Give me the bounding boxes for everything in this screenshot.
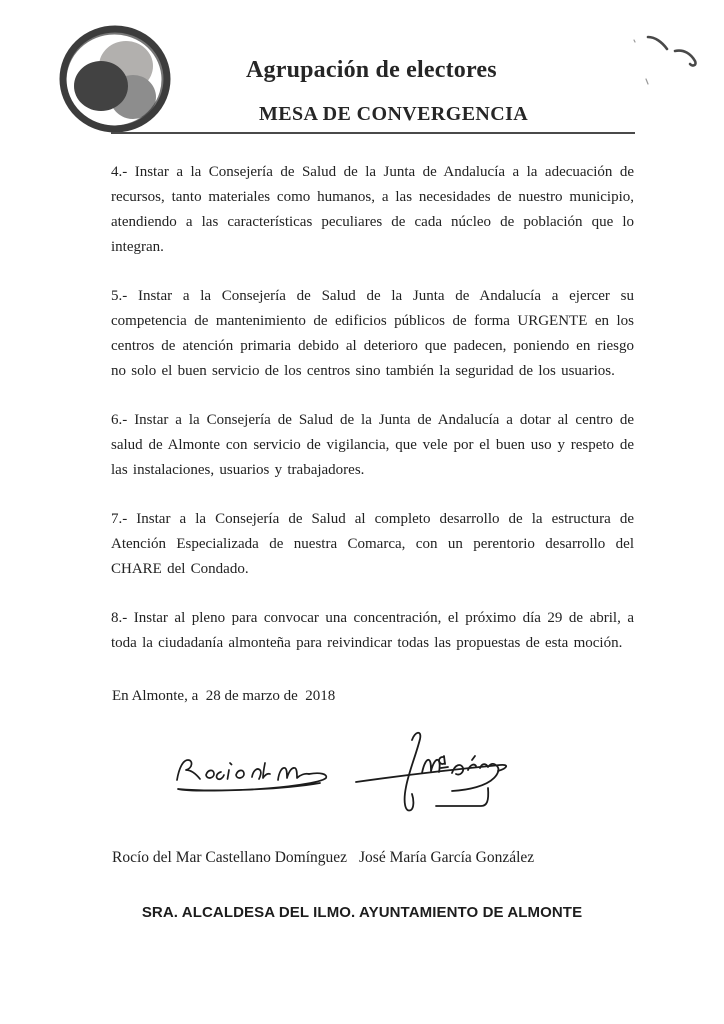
motion-item-6: 6.- Instar a la Consejería de Salud de la Junta de Andalucía a dotar al centro de salud de Almonte con servicio de vigilancia, que vele por el buen uso y respeto de las instalaciones, usuarios y trabajadores. [111,412,634,478]
motion-text-block [111,160,634,680]
header-divider [111,132,635,134]
organization-logo-icon [54,22,176,136]
motion-item-8: 8.- Instar al pleno para convocar una concentración, el próximo día 29 de abril, a toda la ciudadanía almonteña para reivindicar todas las propuestas de esta moción. [111,610,634,651]
signatory-name-right: José María García González [359,849,535,866]
organization-name: Agrupación de electores [246,57,497,83]
motion-item-5: 5.- Instar a la Consejería de Salud de la Junta de Andalucía a ejercer su competencia de mantenimiento de edificios públicos de forma URGENTE en los centros de atención primaria debido al deterioro que padecen, poniendo en riesgo no solo el buen servicio de los centros sino también la seguridad de los usuarios. [111,288,634,379]
document-title: MESA DE CONVERGENCIA [259,103,529,125]
signature-rocio-handwriting-icon [170,746,340,798]
addressee-line: SRA. ALCALDESA DEL ILMO. AYUNTAMIENTO DE ALMONTE [141,904,583,921]
motion-item-4: 4.- Instar a la Consejería de Salud de la Junta de Andalucía a la adecuación de recursos, tanto materiales como humanos, a las necesidades de nuestro municipio, atendiendo a las características peculiares de cada núcleo de población que lo integran. [111,164,634,255]
motion-item-7: 7.- Instar a la Consejería de Salud al completo desarrollo de la estructura de Atención Especializada de nuestra Comarca, con un perentorio desarrollo del CHARE del Condado. [111,511,634,577]
signature-jose-handwriting-icon [348,726,530,822]
date-line: En Almonte, a 28 de marzo de 2018 [112,688,336,704]
pen-scribble-icon [612,16,720,106]
signatory-name-left: Rocío del Mar Castellano Domínguez [112,849,348,866]
